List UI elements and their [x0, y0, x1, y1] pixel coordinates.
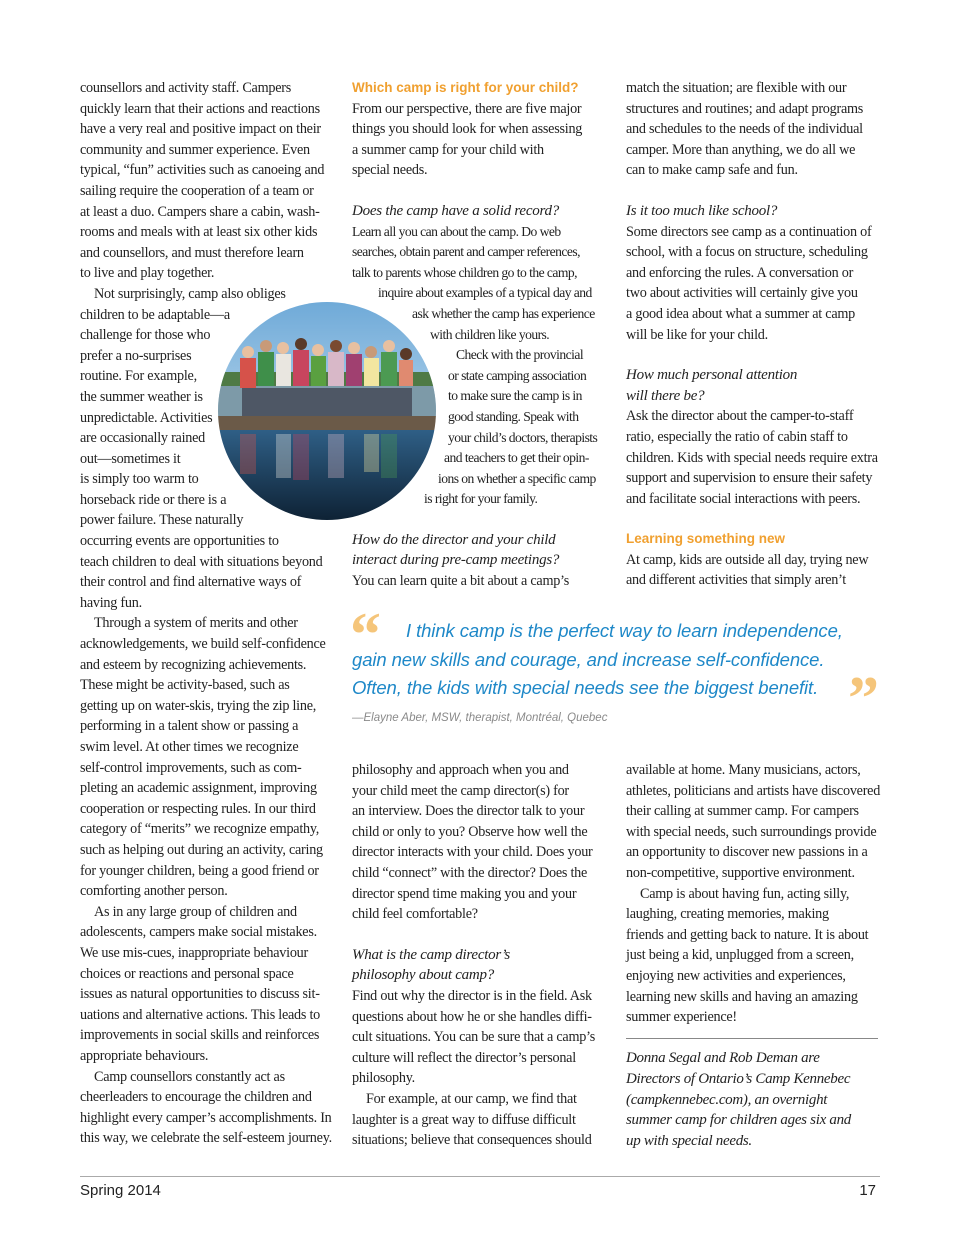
- text-line: child or only to you? Observe how well the: [352, 823, 588, 840]
- text-line: and enforcing the rules. A conversation or: [626, 264, 854, 281]
- text-line: improvements in social skills and reinforces: [80, 1027, 320, 1044]
- column-2-top: [352, 78, 614, 592]
- text-line: Some directors see camp as a continuation of: [626, 223, 872, 240]
- section-heading-learning: Learning something new: [626, 531, 786, 547]
- text-line: comforting another person.: [80, 883, 228, 900]
- page-number: 17: [859, 1182, 876, 1199]
- text-line: your child’s doctors, therapists: [448, 429, 598, 445]
- col3-personal-attention-body: [626, 406, 884, 509]
- question-solid-record: Does the camp have a solid record?: [352, 202, 560, 219]
- text-line: director spend time making you and your: [352, 885, 577, 902]
- text-line: things you should look for when assessing: [352, 121, 583, 138]
- text-line: their calling at summer camp. For campers: [626, 803, 859, 820]
- text-line: (campkennebec.com), an overnight: [626, 1091, 828, 1108]
- pull-quote-line-3: Often, the kids with special needs see the biggest benefit.: [352, 677, 819, 698]
- text-line: with children like yours.: [430, 326, 550, 342]
- text-line: learning new skills and having an amazing: [626, 988, 858, 1005]
- text-line: and schedules to the needs of the individual: [626, 121, 863, 138]
- text-line: cult situations. You can be sure that a camp’s: [352, 1029, 596, 1046]
- text-line: director interacts with your child. Does your: [352, 844, 593, 861]
- text-line: power failure. These naturally: [80, 512, 244, 529]
- text-line: uations and alternative actions. This leads to: [80, 1006, 321, 1023]
- text-line: rooms and meals with at least six other kids: [80, 224, 318, 241]
- text-line: getting up on water-skis, trying the zip line,: [80, 697, 317, 714]
- text-line: philosophy.: [352, 1070, 415, 1087]
- text-line: routine. For example,: [80, 368, 197, 385]
- text-line: Directors of Ontario’s Camp Kennebec: [626, 1070, 851, 1087]
- text-line: highlight every camper’s accomplishments. In: [80, 1109, 332, 1126]
- col2-philosophy-body: [352, 760, 614, 925]
- text-line: You can learn quite a bit about a camp’s: [352, 573, 570, 590]
- text-line: and teachers to get their opin-: [444, 450, 589, 466]
- column-3-bottom: [626, 760, 884, 1028]
- text-line: a summer camp for your child with: [352, 141, 544, 158]
- text-line: occurring events are opportunities to: [80, 533, 279, 550]
- text-line: or state camping association: [448, 367, 587, 383]
- text-line: Ask the director about the camper-to-staff: [626, 408, 854, 425]
- text-line: self-control improvements, such as com-: [80, 759, 302, 776]
- col1-paragraph-5: [80, 1067, 342, 1149]
- text-line: your child meet the camp director(s) for: [352, 782, 569, 799]
- text-line: are occasionally rained: [80, 430, 206, 447]
- col3-available-paragraph: [626, 760, 884, 884]
- col2-pre-camp-body: [352, 571, 614, 592]
- pull-quote: [352, 617, 912, 703]
- text-line: for younger children, being a good friend or: [80, 862, 319, 879]
- issue-date: Spring 2014: [80, 1182, 161, 1199]
- col2-director-philosophy-body: [352, 986, 614, 1089]
- text-line: Find out why the director is in the field. Ask: [352, 987, 592, 1004]
- text-line: child “connect” with the director? Does the: [352, 864, 588, 881]
- text-line: community and summer experience. Even: [80, 141, 310, 158]
- text-line: laughter is a great way to diffuse difficult: [352, 1111, 576, 1128]
- close-quote-mark: ”: [848, 665, 879, 733]
- text-line: and counsellors, and must therefore learn: [80, 244, 304, 261]
- text-line: ions on whether a specific camp: [438, 470, 596, 486]
- text-line: Camp is about having fun, acting silly,: [640, 885, 850, 902]
- text-line: match the situation; are flexible with our: [626, 80, 847, 96]
- author-bio: [626, 1048, 880, 1152]
- col1-paragraph-4: [80, 902, 342, 1067]
- text-line: children to be adaptable—a: [80, 306, 230, 323]
- text-line: swim level. At other times we recognize: [80, 739, 299, 755]
- text-line: is right for your family.: [424, 491, 538, 507]
- text-line: ask whether the camp has experience: [412, 305, 595, 321]
- text-line: with special needs, such surroundings provide: [626, 823, 877, 840]
- text-line: adolescents, campers make social mistakes.: [80, 924, 317, 941]
- text-line: a good idea about what a summer at camp: [626, 305, 855, 322]
- text-line: at least a duo. Campers share a cabin, wash-: [80, 203, 320, 220]
- column-2-bottom: [352, 760, 614, 1151]
- text-line: and facilitate social interactions with peers.: [626, 490, 861, 507]
- text-line: up with special needs.: [626, 1133, 752, 1150]
- col3-having-fun-paragraph: [626, 884, 884, 1028]
- text-line: philosophy and approach when you and: [352, 762, 569, 778]
- text-line: children. Kids with special needs require extra: [626, 449, 878, 466]
- text-line: structures and routines; and adapt programs: [626, 100, 864, 117]
- text-line: Not surprisingly, camp also obliges: [94, 285, 286, 302]
- text-line: and esteem by recognizing achievements.: [80, 656, 307, 673]
- text-line: What is the camp director’s: [352, 946, 510, 963]
- text-line: available at home. Many musicians, actors,: [626, 762, 861, 778]
- text-line: challenge for those who: [80, 327, 211, 344]
- open-quote-mark: “: [350, 601, 381, 669]
- text-line: school, with a focus on structure, scheduling: [626, 244, 868, 261]
- text-line: typical, “fun” activities such as canoeing and: [80, 162, 325, 179]
- text-line: issues as natural opportunities to discuss sit-: [80, 986, 320, 1003]
- text-line: non-competitive, supportive environment.: [626, 864, 855, 881]
- text-line: choices or reactions and personal space: [80, 965, 294, 982]
- text-line: sailing require the cooperation of a team or: [80, 182, 314, 199]
- text-line: From our perspective, there are five major: [352, 100, 582, 117]
- text-line: philosophy about camp?: [352, 967, 494, 984]
- text-line: this way, we celebrate the self-esteem journey.: [80, 1130, 332, 1147]
- question-personal-attention: [626, 365, 884, 406]
- text-line: Check with the provincial: [456, 347, 584, 363]
- text-line: questions about how he or she handles diffi-: [352, 1008, 592, 1025]
- text-line: Learn all you can about the camp. Do web: [352, 223, 561, 239]
- text-line: Through a system of merits and other: [94, 615, 298, 632]
- text-line: cheerleaders to encourage the children and: [80, 1089, 312, 1106]
- text-line: just being a kid, unplugged from a screen,: [626, 947, 854, 964]
- col3-learning-body: [626, 550, 884, 591]
- text-line: interact during pre-camp meetings?: [352, 552, 560, 569]
- pull-quote-line-2: gain new skills and courage, and increase self-confidence.: [352, 648, 825, 670]
- text-line: an opportunity to discover new passions in a: [626, 844, 868, 861]
- text-line: can to make camp safe and fun.: [626, 162, 798, 179]
- col3-like-school-body: [626, 222, 884, 346]
- col2-solid-record-body: [352, 222, 614, 510]
- text-line: Donna Segal and Rob Deman are: [626, 1050, 820, 1066]
- text-line: category of “merits” we recognize empathy,: [80, 821, 320, 838]
- col1-paragraph-3: [80, 613, 342, 901]
- column-1: [80, 78, 342, 1149]
- text-line: will be like for your child.: [626, 326, 768, 343]
- author-bio-divider: [626, 1038, 878, 1039]
- pull-quote-attribution: —Elayne Aber, MSW, therapist, Montréal, Quebec: [352, 712, 608, 724]
- text-line: talk to parents whose children go to the camp,: [352, 264, 577, 280]
- column-3-top: [626, 78, 884, 591]
- text-line: such as helping out during an activity, caring: [80, 841, 323, 858]
- text-line: child feel comfortable?: [352, 906, 478, 923]
- pull-quote-line-1: I think camp is the perfect way to learn independence,: [406, 620, 843, 641]
- text-line: their control and find alternative ways of: [80, 574, 302, 591]
- text-line: good standing. Speak with: [448, 408, 579, 424]
- text-line: For example, at our camp, we find that: [366, 1090, 577, 1107]
- text-line: culture will reflect the director’s personal: [352, 1049, 576, 1066]
- text-line: support and supervision to ensure their safety: [626, 470, 873, 487]
- text-line: inquire about examples of a typical day and: [378, 285, 592, 301]
- text-line: summer camp for children ages six and: [626, 1112, 851, 1129]
- text-line: to make sure the camp is in: [448, 388, 582, 404]
- text-line: teach children to deal with situations beyond: [80, 553, 323, 570]
- text-line: is simply too warm to: [80, 471, 199, 488]
- text-line: and different activities that simply aren’t: [626, 572, 846, 589]
- text-line: As in any large group of children and: [94, 903, 297, 920]
- col2-laughter-paragraph: [352, 1089, 614, 1151]
- text-line: will there be?: [626, 387, 705, 404]
- text-line: These might be activity-based, such as: [80, 677, 290, 694]
- text-line: cooperation or respecting rules. In our third: [80, 800, 316, 817]
- text-line: enjoying new activities and experiences,: [626, 967, 846, 984]
- text-line: athletes, politicians and artists have discovered: [626, 782, 881, 799]
- text-line: ratio, especially the ratio of cabin staff to: [626, 428, 848, 445]
- text-line: out—sometimes it: [80, 450, 181, 467]
- text-line: searches, obtain parent and camper references,: [352, 244, 580, 260]
- question-pre-camp-meetings: [352, 530, 614, 571]
- text-line: appropriate behaviours.: [80, 1047, 209, 1064]
- text-line: quickly learn that their actions and reactions: [80, 100, 320, 117]
- question-like-school: Is it too much like school?: [626, 202, 778, 219]
- text-line: friends and getting back to nature. It is about: [626, 926, 869, 943]
- text-line: How much personal attention: [626, 367, 798, 384]
- text-line: situations; believe that consequences should: [352, 1132, 592, 1149]
- text-line: prefer a no-surprises: [80, 347, 192, 364]
- footer-divider: [80, 1176, 880, 1177]
- section-heading-which-camp: Which camp is right for your child?: [352, 80, 579, 95]
- text-line: unpredictable. Activities: [80, 409, 213, 426]
- text-line: having fun.: [80, 594, 142, 611]
- text-line: How do the director and your child: [352, 531, 556, 548]
- text-line: to live and play together.: [80, 265, 215, 282]
- text-line: an interview. Does the director talk to your: [352, 803, 585, 820]
- col2-intro: [352, 99, 614, 181]
- text-line: performing in a talent show or passing a: [80, 718, 299, 735]
- text-line: the summer weather is: [80, 388, 203, 405]
- text-line: horseback ride or there is a: [80, 491, 227, 508]
- text-line: have a very real and positive impact on their: [80, 121, 321, 138]
- text-line: At camp, kids are outside all day, trying new: [626, 551, 869, 568]
- text-line: special needs.: [352, 162, 428, 179]
- text-line: laughing, creating memories, making: [626, 906, 829, 923]
- text-line: summer experience!: [626, 1009, 737, 1026]
- text-line: We use mis-cues, inappropriate behaviour: [80, 944, 308, 961]
- col3-paragraph-1: [626, 78, 884, 181]
- text-line: counsellors and activity staff. Campers: [80, 80, 292, 96]
- text-line: acknowledgements, we build self-confidence: [80, 636, 326, 653]
- text-line: two about activities will certainly give you: [626, 285, 858, 302]
- text-line: camper. More than anything, we do all we: [626, 141, 856, 158]
- text-line: pleting an academic assignment, improving: [80, 780, 317, 797]
- col1-paragraph-1: [80, 78, 342, 284]
- text-line: Camp counsellors constantly act as: [94, 1068, 285, 1085]
- question-director-philosophy: [352, 945, 614, 986]
